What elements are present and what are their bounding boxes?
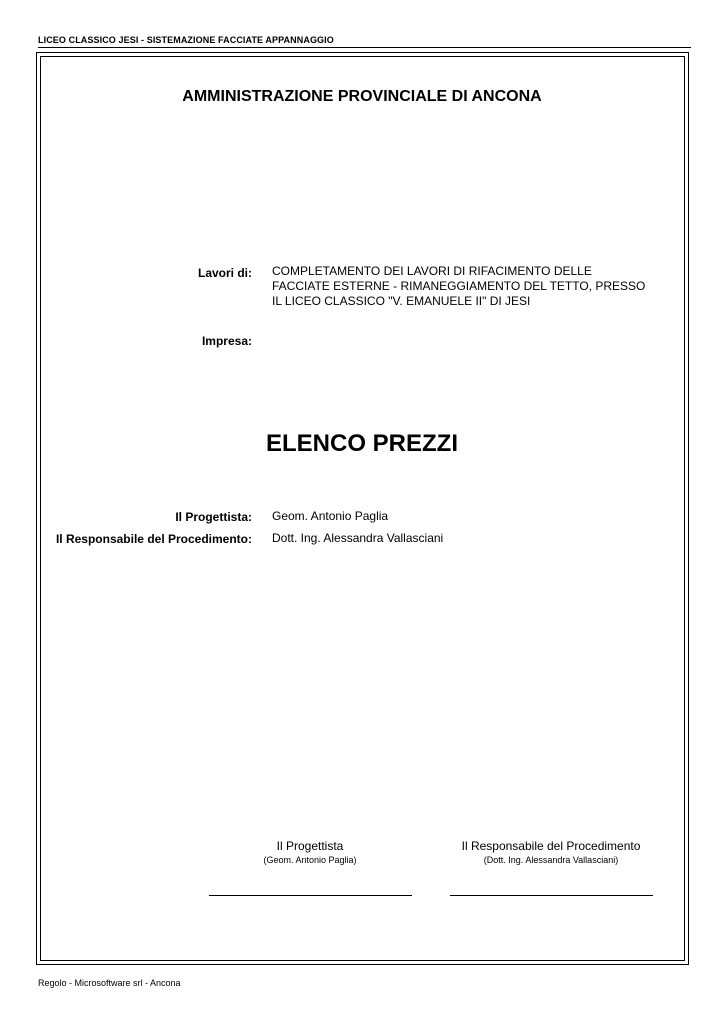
signature-line-responsabile bbox=[450, 895, 653, 896]
lavori-line: FACCIATE ESTERNE - RIMANEGGIAMENTO DEL TETTO, PRESSO bbox=[272, 279, 646, 293]
signature-role: Il Responsabile del Procedimento bbox=[461, 839, 641, 853]
progettista-value: Geom. Antonio Paglia bbox=[272, 509, 389, 523]
progettista-label: Il Progettista: bbox=[175, 510, 252, 524]
signature-responsabile bbox=[441, 839, 661, 865]
administration-title: AMMINISTRAZIONE PROVINCIALE DI ANCONA bbox=[182, 88, 542, 105]
signature-line-progettista bbox=[209, 895, 412, 896]
impresa-label: Impresa: bbox=[201, 334, 252, 348]
signature-progettista bbox=[210, 839, 410, 865]
page-footer: Regolo - Microsoftware srl - Ancona bbox=[38, 978, 181, 988]
signature-name: (Geom. Antonio Paglia) bbox=[263, 855, 357, 865]
document-title: ELENCO PREZZI bbox=[265, 430, 458, 457]
lavori-label: Lavori di: bbox=[197, 266, 252, 280]
responsabile-value: Dott. Ing. Alessandra Vallasciani bbox=[272, 531, 444, 545]
page-header: LICEO CLASSICO JESI - SISTEMAZIONE FACCIATE APPANNAGGIO bbox=[38, 35, 334, 45]
lavori-line: IL LICEO CLASSICO "V. EMANUELE II" DI JESI bbox=[272, 294, 531, 308]
header-divider bbox=[38, 47, 691, 48]
lavori-description bbox=[272, 264, 645, 309]
lavori-line: COMPLETAMENTO DEI LAVORI DI RIFACIMENTO DELLE bbox=[272, 264, 592, 278]
responsabile-label: Il Responsabile del Procedimento: bbox=[55, 532, 252, 546]
signature-role: Il Progettista bbox=[276, 839, 344, 853]
signature-name: (Dott. Ing. Alessandra Vallasciani) bbox=[483, 855, 619, 865]
